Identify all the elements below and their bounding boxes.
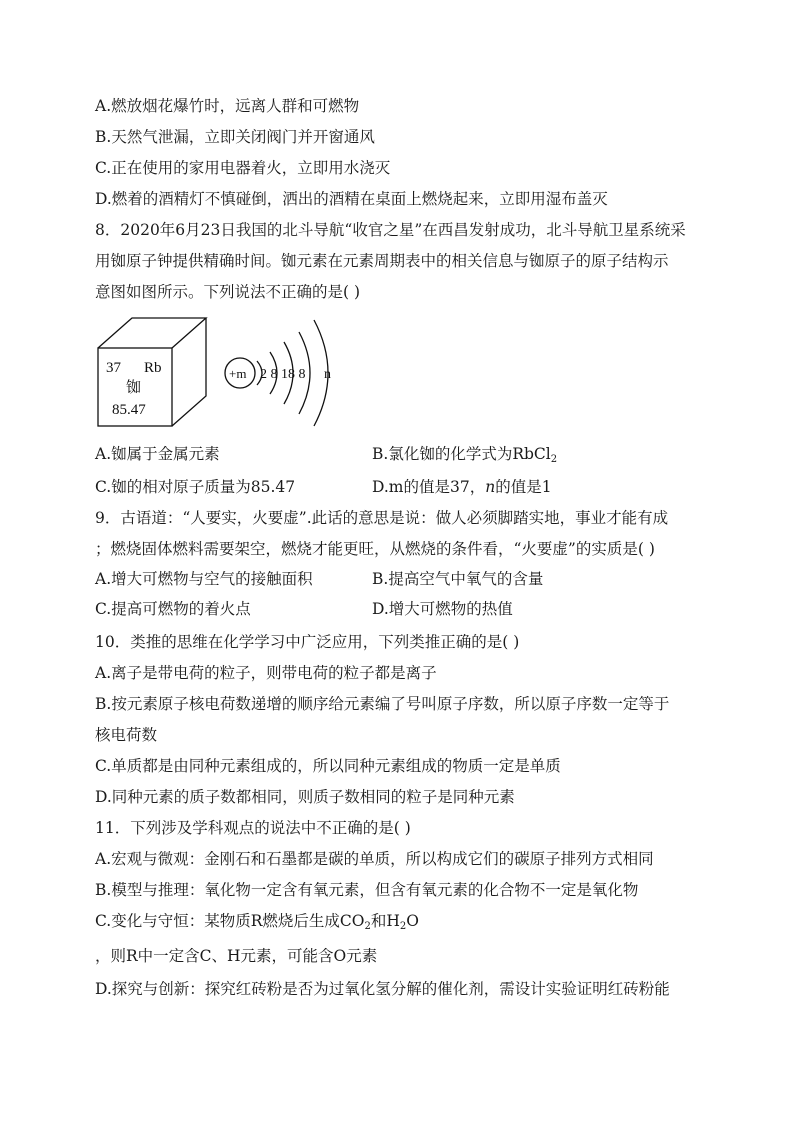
q10-option-b-line2: 核电荷数	[95, 726, 158, 744]
q9-option-d: D.增大可燃物的热值	[372, 600, 513, 618]
q11-option-c-prefix: C.变化与守恒：某物质R燃烧后生成	[95, 912, 340, 930]
q8-option-b	[372, 443, 557, 471]
q7-option-c: C.正在使用的家用电器着火，立即用水浇灭	[95, 159, 391, 177]
q8-stem-line3: 意图如图所示。下列说法不正确的是( )	[95, 283, 361, 301]
electron-outer-shell: n	[324, 367, 331, 382]
q7-option-d: D.燃着的酒精灯不慎碰倒，洒出的酒精在桌面上燃烧起来，立即用湿布盖灭	[95, 190, 608, 208]
element-atomic-number: 37	[106, 360, 121, 376]
q11-option-d: D.探究与创新：探究红砖粉是否为过氧化氢分解的催化剂，需设计实验证明红砖粉能	[95, 980, 670, 998]
rbcl2-formula	[512, 445, 557, 463]
q10-option-b-line1: B.按元素原子核电荷数递增的顺序给元素编了号叫原子序数，所以原子序数一定等于	[95, 695, 670, 713]
element-symbol: Rb	[144, 360, 162, 376]
nucleus-label: +m	[229, 366, 247, 381]
co2-formula	[340, 912, 371, 930]
rbcl-text: RbCl	[512, 445, 551, 463]
q11-option-c-line2: ，则R中一定含C、H元素，可能含O元素	[95, 947, 378, 965]
rubidium-figure	[92, 312, 352, 430]
q8-option-b-text: B.氯化铷的化学式为	[372, 445, 513, 463]
q8-stem-line1: 8．2020年6月23日我国的北斗导航“收官之星”在西昌发射成功，北斗导航卫星系统采	[95, 221, 686, 239]
q9-stem-line2: ；燃烧固体燃料需要架空，燃烧才能更旺，从燃烧的条件看，“火要虚”的实质是( )	[95, 540, 655, 558]
co2-subscript: 2	[364, 921, 371, 932]
q8-option-d-suffix: 的值是1	[495, 478, 552, 496]
o-text: O	[406, 912, 419, 930]
q11-stem: 11．下列涉及学科观点的说法中不正确的是( )	[95, 819, 411, 837]
q8-option-c: C.铷的相对原子质量为85.47	[95, 478, 296, 496]
atom-structure	[225, 320, 331, 426]
q8-option-d-prefix: D.m的值是37，	[372, 478, 486, 496]
q8-option-d-n: n	[485, 478, 496, 496]
q8-option-d	[372, 476, 552, 498]
q8-option-a: A.铷属于金属元素	[95, 445, 220, 463]
q7-option-a: A.燃放烟花爆竹时，远离人群和可燃物	[95, 97, 360, 115]
electron-shell-counts: 2 8 18 8	[260, 367, 306, 382]
co-text: CO	[339, 912, 365, 930]
q10-option-c: C.单质都是由同种元素组成的，所以同种元素组成的物质一定是单质	[95, 757, 561, 775]
element-mass: 85.47	[112, 402, 146, 418]
q9-option-c: C.提高可燃物的着火点	[95, 600, 251, 618]
h2o-formula	[386, 912, 419, 930]
q8-stem-line2: 用铷原子钟提供精确时间。铷元素在元素周期表中的相关信息与铷原子的原子结构示	[95, 252, 669, 270]
q11-option-c-and: 和	[370, 912, 387, 930]
q10-stem: 10．类推的思维在化学学习中广泛应用，下列类推正确的是( )	[95, 633, 520, 651]
rbcl-subscript: 2	[550, 454, 558, 465]
h-text: H	[386, 912, 400, 930]
q11-option-b: B.模型与推理：氧化物一定含有氧元素，但含有氧元素的化合物不一定是氧化物	[95, 881, 639, 899]
q7-option-b: B.天然气泄漏，立即关闭阀门并开窗通风	[95, 128, 375, 146]
q9-stem-line1: 9．古语道：“人要实，火要虚”.此话的意思是说：做人必须脚踏实地，事业才能有成	[95, 509, 669, 527]
q10-option-d: D.同种元素的质子数都相同，则质子数相同的粒子是同种元素	[95, 788, 515, 806]
q10-option-a: A.离子是带电荷的粒子，则带电荷的粒子都是离子	[95, 664, 437, 682]
q9-option-b: B.提高空气中氧气的含量	[372, 570, 544, 588]
q9-option-a: A.增大可燃物与空气的接触面积	[95, 570, 313, 588]
h2o-subscript: 2	[399, 921, 407, 932]
element-name: 铷	[126, 380, 142, 396]
q11-option-a: A.宏观与微观：金刚石和石墨都是碳的单质，所以构成它们的碳原子排列方式相同	[95, 850, 654, 868]
q11-option-c	[95, 910, 419, 938]
